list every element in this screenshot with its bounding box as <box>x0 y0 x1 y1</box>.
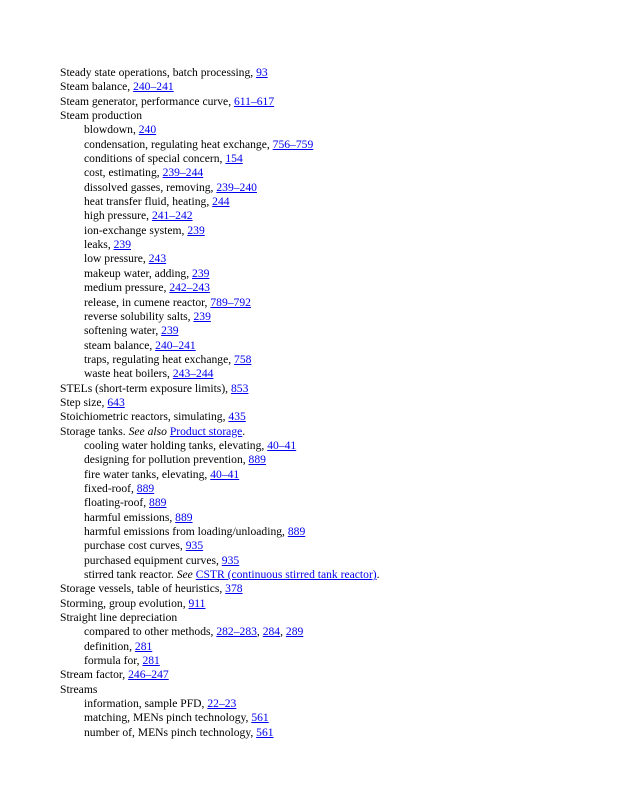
page-number-link[interactable]: 281 <box>142 654 160 668</box>
entry-term: harmful emissions from loading/unloading, <box>84 525 288 538</box>
page-number-link[interactable]: 239 <box>192 266 210 280</box>
page-number-link[interactable]: 889 <box>149 496 167 510</box>
index-subentry <box>60 209 620 223</box>
entry-term: high pressure, <box>84 209 152 223</box>
entry-punctuation: . <box>376 568 380 582</box>
entry-term: number of, MENs pinch technology, <box>84 725 257 739</box>
page-number-link[interactable]: 284 <box>262 625 281 639</box>
entry-term: heat transfer fluid, heating, <box>84 195 213 209</box>
page-number-link[interactable]: 242–243 <box>169 281 210 295</box>
entry-term: Stoichiometric reactors, simulating, <box>60 410 229 424</box>
entry-term: steam balance, <box>84 338 156 352</box>
index-subentry <box>60 324 620 338</box>
index-subentry <box>60 554 620 568</box>
index-subentry <box>60 224 620 238</box>
entry-term: stirred tank reactor. <box>84 568 177 582</box>
index-entry <box>60 425 620 439</box>
see-reference-label: See also <box>128 424 167 438</box>
entry-term: leaks, <box>84 238 114 252</box>
page-number-link[interactable]: 241–242 <box>151 209 193 223</box>
index-subentry <box>60 654 620 668</box>
entry-term: Step size, <box>60 395 108 409</box>
entry-term: Stream factor, <box>60 668 129 682</box>
index-entry <box>60 396 620 410</box>
index-subentry <box>60 281 620 295</box>
page-number-link[interactable]: 911 <box>188 596 206 610</box>
see-reference-label: See <box>176 568 193 582</box>
page-number-link[interactable]: 239 <box>161 324 179 338</box>
entry-term: low pressure, <box>84 252 149 266</box>
index-subentry <box>60 496 620 510</box>
entry-term: harmful emissions, <box>84 510 176 524</box>
page-number-link[interactable]: 853 <box>230 381 249 395</box>
entry-term: cooling water holding tanks, elevating, <box>84 438 268 452</box>
page-number-link[interactable]: 239–240 <box>216 180 257 194</box>
page-number-link[interactable]: 240–241 <box>133 80 174 94</box>
page-number-link[interactable]: 935 <box>185 539 204 553</box>
index-entry <box>60 683 620 697</box>
index-subentry <box>60 267 620 281</box>
page-number-link[interactable]: 240 <box>138 123 157 137</box>
entry-term: condensation, regulating heat exchange, <box>84 137 273 151</box>
index-subentry <box>60 453 620 467</box>
entry-term: STELs (short-term exposure limits), <box>60 381 231 395</box>
page-number-link[interactable]: 378 <box>225 582 243 596</box>
index-subentry <box>60 353 620 367</box>
page-number-link[interactable]: 889 <box>287 525 306 538</box>
page-number-link[interactable]: 243 <box>148 252 167 266</box>
see-reference-link[interactable]: Product storage <box>169 424 243 438</box>
page-number-link[interactable]: 239 <box>187 223 205 237</box>
index-entry <box>60 668 620 682</box>
page-number-link[interactable]: 240–241 <box>155 338 196 352</box>
index-subentry <box>60 238 620 252</box>
page-number-link[interactable]: 246–247 <box>128 668 169 682</box>
index-subentry <box>60 539 620 553</box>
entry-term: purchased equipment curves, <box>84 553 222 567</box>
entry-term: Steady state operations, batch processing, <box>60 66 257 79</box>
page-number-link[interactable]: 611–617 <box>234 94 275 108</box>
page-number-link[interactable]: 289 <box>285 625 304 639</box>
entry-term: formula for, <box>84 654 143 668</box>
page-number-link[interactable]: 244 <box>212 195 230 209</box>
entry-term: Straight line depreciation <box>60 611 178 625</box>
index-entry <box>60 582 620 596</box>
index-entry <box>60 410 620 424</box>
page-number-link[interactable]: 561 <box>256 725 274 739</box>
index-subentry <box>60 166 620 180</box>
page-number-link[interactable]: 239 <box>193 309 211 323</box>
entry-term: Steam production <box>60 109 143 123</box>
entry-term: fixed-roof, <box>84 481 137 495</box>
entry-term: fire water tanks, elevating, <box>84 467 211 481</box>
index-subentry <box>60 296 620 310</box>
page-number-link[interactable]: 154 <box>225 152 243 166</box>
entry-term: ion-exchange system, <box>84 223 188 237</box>
page-number-link[interactable]: 239–244 <box>162 166 204 180</box>
index-subentry <box>60 123 620 137</box>
index-subentry: compared to other methods, 282–283, 284, 289 <box>84 625 304 639</box>
index-subentry <box>60 195 620 209</box>
index-entry <box>60 95 620 109</box>
page-number-link[interactable]: 935 <box>221 553 240 567</box>
entry-term: conditions of special concern, <box>84 152 226 166</box>
entry-term: Streams <box>60 682 98 696</box>
entry-term: blowdown, <box>84 123 139 137</box>
entry-term: cost, estimating, <box>84 166 163 180</box>
entry-term: Storming, group evolution, <box>60 596 189 610</box>
see-reference-link[interactable]: CSTR (continuous stirred tank reactor) <box>195 568 377 582</box>
page-number-link[interactable]: 239 <box>113 238 132 252</box>
page-number-link[interactable]: 281 <box>134 639 153 653</box>
index-entry <box>60 382 620 396</box>
page-number-link[interactable]: 282–283 <box>216 625 257 639</box>
page-number-link[interactable]: 40–41 <box>267 438 297 452</box>
page-number-link[interactable]: 889 <box>248 453 266 467</box>
page-number-link[interactable]: 889 <box>136 481 155 495</box>
entry-term: designing for pollution prevention, <box>84 453 249 467</box>
index-entries <box>60 66 620 740</box>
page-number-link[interactable]: 643 <box>107 395 125 409</box>
page-number-link[interactable]: 561 <box>251 711 269 725</box>
index-subentry <box>60 640 620 654</box>
index-subentry <box>60 511 620 525</box>
index-entry <box>60 109 620 123</box>
page-number-link[interactable]: 889 <box>175 510 193 524</box>
entry-term: medium pressure, <box>84 281 170 295</box>
entry-term: Steam balance, <box>60 80 134 94</box>
page-number-link[interactable]: 40–41 <box>210 467 240 481</box>
index-entry <box>60 611 620 625</box>
index-subentry <box>60 310 620 324</box>
index-entry <box>60 597 620 611</box>
index-subentry <box>60 525 620 539</box>
entry-term: Storage tanks. <box>60 424 129 438</box>
index-subentry <box>60 181 620 195</box>
page-number-link[interactable]: 22–23 <box>207 697 237 711</box>
index-subentry <box>60 726 620 740</box>
entry-term: information, sample PFD, <box>84 697 208 711</box>
index-subentry <box>60 152 620 166</box>
entry-term: softening water, <box>84 324 162 338</box>
entry-term: release, in cumene reactor, <box>84 295 211 309</box>
index-subentry <box>60 697 620 711</box>
entry-term: floating-roof, <box>84 496 150 510</box>
entry-term: Storage vessels, table of heuristics, <box>60 582 226 596</box>
entry-term: Steam generator, performance curve, <box>60 94 234 108</box>
entry-term: waste heat boilers, <box>84 367 173 381</box>
index-subentry <box>60 468 620 482</box>
entry-term: makeup water, adding, <box>84 266 193 280</box>
page-number-link[interactable]: 435 <box>228 410 246 424</box>
entry-term: dissolved gasses, removing, <box>84 180 217 194</box>
index-subentry <box>60 711 620 725</box>
entry-term: reverse solubility salts, <box>84 309 194 323</box>
index-entry <box>60 66 620 80</box>
page-number-link[interactable]: 243–244 <box>172 367 214 381</box>
page-number-link[interactable]: 756–759 <box>272 137 314 151</box>
index-subentry <box>60 367 620 381</box>
index-subentry <box>60 568 620 582</box>
index-subentry <box>60 339 620 353</box>
index-subentry <box>60 482 620 496</box>
page-number-link[interactable]: 789–792 <box>210 295 251 309</box>
index-subentry <box>60 138 620 152</box>
entry-term: compared to other methods, <box>84 625 217 639</box>
entry-term: matching, MENs pinch technology, <box>84 711 252 725</box>
index-subentry <box>60 439 620 453</box>
index-entry <box>60 80 620 94</box>
entry-term: purchase cost curves, <box>84 539 186 553</box>
page-number-link[interactable]: 93 <box>256 66 268 79</box>
index-subentry <box>60 252 620 266</box>
entry-punctuation: . <box>242 424 246 438</box>
entry-term: traps, regulating heat exchange, <box>84 352 235 366</box>
entry-term: definition, <box>84 639 135 653</box>
page-number-link[interactable]: 758 <box>234 352 252 366</box>
